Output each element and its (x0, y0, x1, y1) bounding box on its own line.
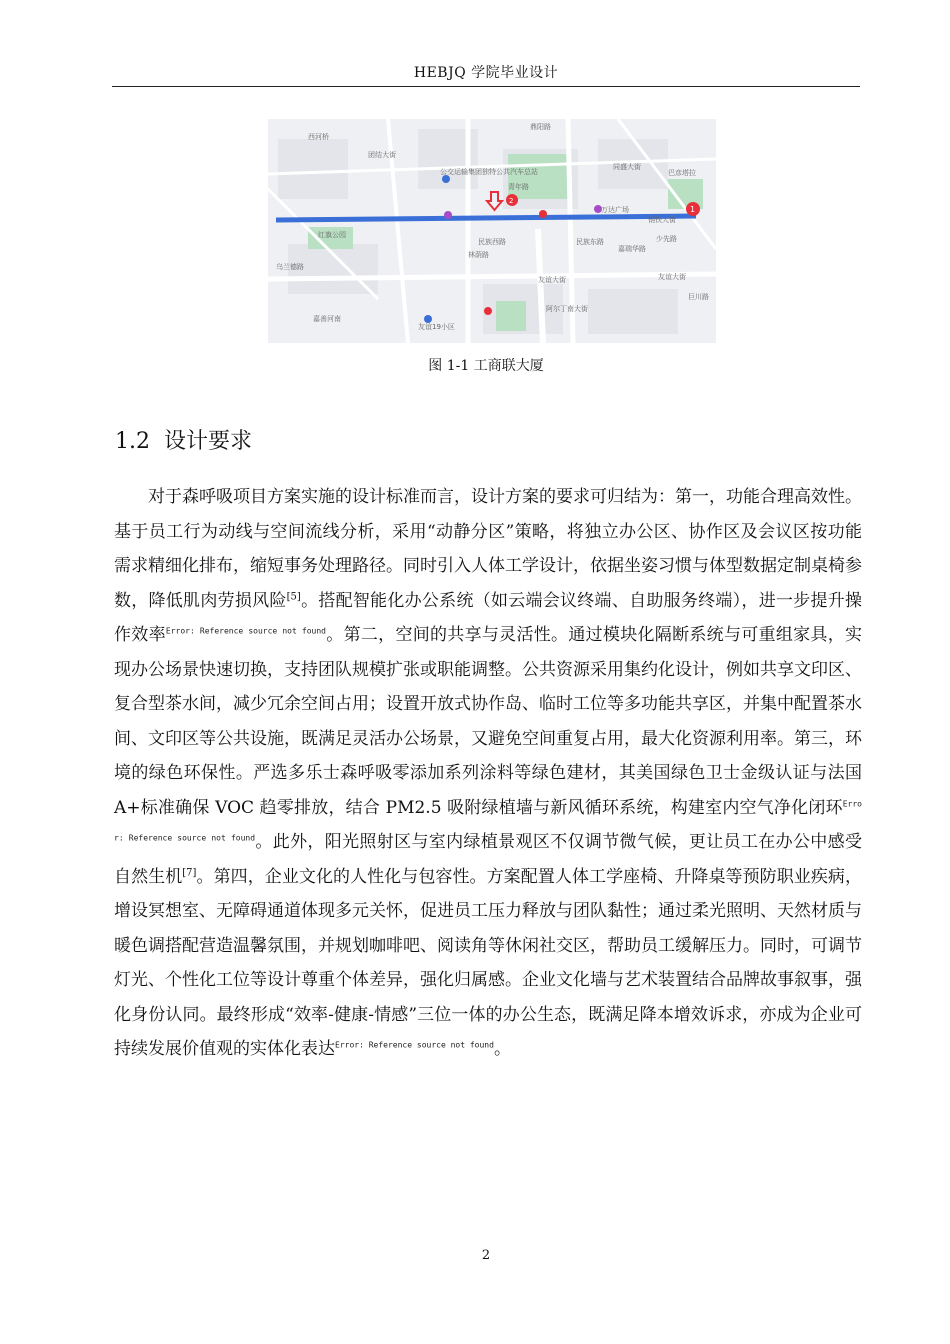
map-label: 西河桥 (308, 133, 329, 141)
map-label: 阿尔丁南大街 (546, 305, 588, 313)
section-heading (115, 424, 252, 455)
paragraph (114, 480, 862, 1067)
reference-error: Error: Reference source not found (114, 798, 862, 843)
map-label: 青年路 (508, 183, 529, 191)
reference-error: Error: Reference source not found (335, 1040, 494, 1050)
map-label: 民族东路 (576, 238, 604, 246)
body-text (114, 480, 862, 1067)
map-label: 同盛大街 (613, 163, 641, 171)
map-label: 嘉善河南 (313, 315, 341, 323)
map-label: 林荫路 (468, 251, 489, 259)
section-title: 设计要求 (164, 429, 253, 454)
map-labels (268, 119, 716, 343)
page-number: 2 (481, 1248, 491, 1263)
map-label: 民族西路 (478, 238, 506, 246)
reference-error: Error: Reference source not found (165, 626, 326, 636)
down-arrow-icon (487, 192, 502, 210)
map-label: 乌兰德路 (276, 263, 304, 271)
map-marker-2: 2 (509, 197, 514, 205)
map-label: 少先路 (656, 235, 677, 243)
section-number: 1.2 (115, 429, 150, 454)
map-label: 嘉瑞华路 (618, 245, 646, 253)
map-label: 红旗公园 (318, 231, 346, 239)
map-label: 钢铁大街 (648, 216, 676, 224)
map-label: 万达广场 (601, 206, 629, 214)
map-label: 团结大街 (368, 151, 396, 159)
map-label: 友谊19小区 (418, 323, 455, 331)
header-divider (112, 86, 860, 87)
figure-caption: 图 1-1 工商联大厦 (428, 358, 544, 374)
text-run: 。 (493, 1039, 511, 1059)
text-run: 。第二，空间的共享与灵活性。通过模块化隔断系统与可重组家具，实现办公场景快速切换，支持团队规模扩张或职能调整。公共资源采用集约化设计，例如共享文印区、复合型茶水间，减少冗余空间占用；设置开放式协作岛、临时工位等多功能共享区，并集中配置茶水间、文印区等公共设施，既满足灵活办公场景，又避免空间重复占用，最大化资源利用率。第三，环境的绿色环保性。严选多乐士森呼吸零添加系列涂料等绿色建材，其美国绿色卫士金级认证与法国 A+标准确保 VOC 趋零排放，结合 PM2.5 吸附绿植墙与新风循环系统，构建室内空气净化闭环 (114, 625, 862, 818)
map-label: 友谊大街 (538, 276, 566, 284)
page-header: HEBJQ 学院毕业设计 (413, 65, 559, 81)
location-map (268, 119, 716, 343)
citation: [5] (286, 590, 301, 602)
map-label: 巨川路 (688, 293, 709, 301)
text-run: 。第四，企业文化的人性化与包容性。方案配置人体工学座椅、升降桌等预防职业疾病，增设冥想室、无障碍通道体现多元关怀，促进员工压力释放与团队黏性；通过柔光照明、天然材质与暖色调搭配营造温馨氛围，并规划咖啡吧、阅读角等休闲社交区，帮助员工缓解压力。同时，可调节灯光、个性化工位等设计尊重个体差异，强化归属感。企业文化墙与艺术装置结合品牌故事叙事，强化身份认同。最终形成“效率-健康-情感”三位一体的办公生态，既满足降本增效诉求，亦成为企业可持续发展价值观的实体化表达 (114, 866, 863, 1059)
map-label: 巴彦塔拉 (668, 169, 696, 177)
text-run: 。搭配智能化办公系统（如云端会议终端、自助服务终端），进一步提升操作效率 (114, 590, 863, 645)
map-label: 公交运输集团独特公共汽车总站 (440, 168, 538, 176)
map-label: 友谊大街 (658, 273, 686, 281)
map-label: 鼎阳路 (530, 123, 551, 131)
map-marker-1: 1 (690, 205, 696, 214)
text-run: 对于森呼吸项目方案实施的设计标准而言，设计方案的要求可归结为：第一，功能合理高效性。基于员工行为动线与空间流线分析，采用“动静分区”策略，将独立办公区、协作区及会议区按功能需求精细化排布，缩短事务处理路径。同时引入人体工学设计，依据坐姿习惯与体型数据定制桌椅参数，降低肌肉劳损风险 (114, 487, 862, 611)
citation: [7] (182, 866, 197, 878)
text-run: 。此外，阳光照射区与室内绿植景观区不仅调节微气候，更让员工在办公中感受自然生机 (114, 832, 862, 887)
